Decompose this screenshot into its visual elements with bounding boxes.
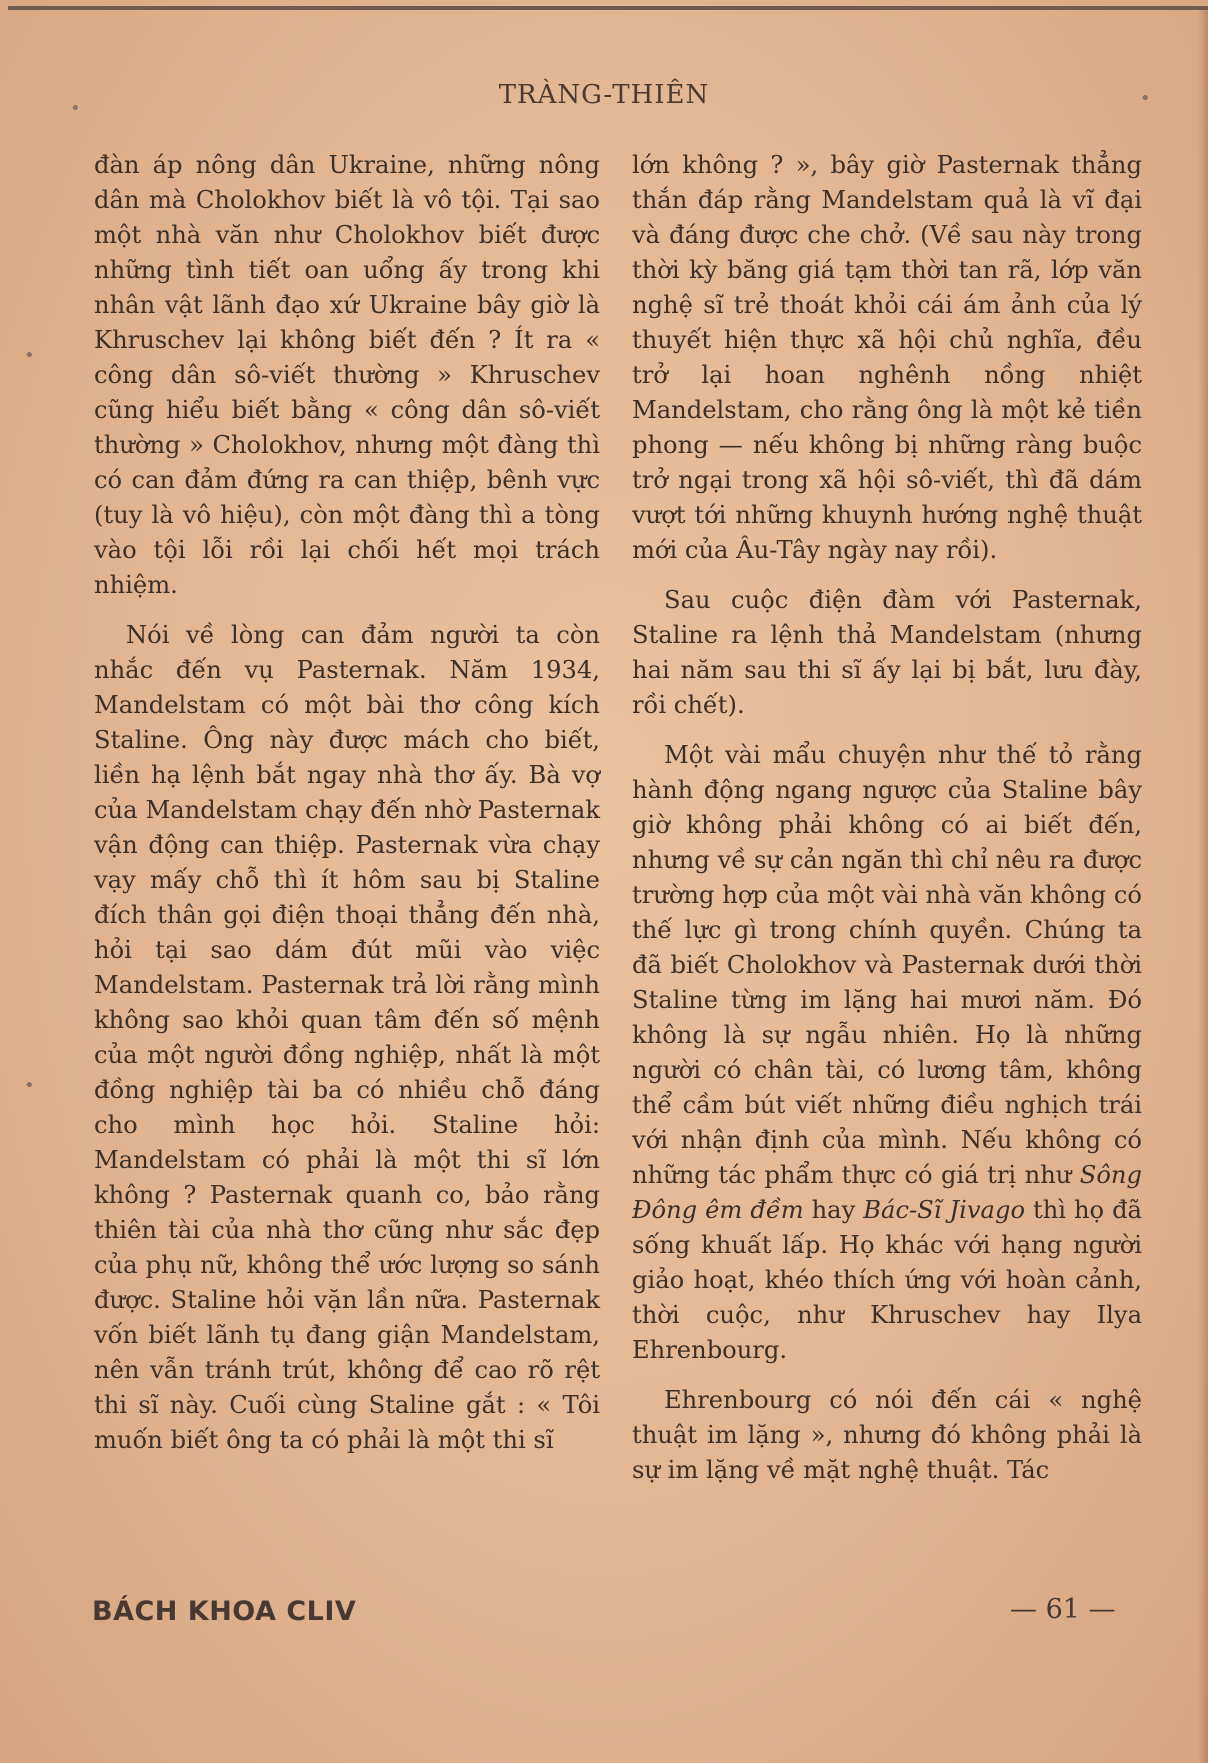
magazine-footer: BÁCH KHOA CLIV xyxy=(92,1596,357,1627)
left-paragraph-2: Nói về lòng can đảm người ta còn nhắc đến vụ Pasternak. Năm 1934, Mandelstam có một bài thơ công kích Staline. Ông này được mách cho biết, liền hạ lệnh bắt ngay nhà thơ ấy. Bà vợ của Mandelstam chạy đến nhờ Pasternak vận động can thiệp. Pasternak vừa chạy vạy mấy chỗ thì ít hôm sau bị Staline đích thân gọi điện thoại thẳng đến nhà, hỏi tại sao dám đút mũi vào việc Mandelstam. Pasternak trả lời rằng mình không sao khỏi quan tâm đến số mệnh của một người đồng nghiệp, nhất là một đồng nghiệp tài ba có nhiều chỗ đáng cho mình học hỏi. Staline hỏi: Mandelstam có phải là một thi sĩ lớn không ? Pasternak quanh co, bảo rằng thiên tài của nhà thơ cũng như sắc đẹp của phụ nữ, không thể ước lượng so sánh được. Staline hỏi vặn lần nữa. Pasternak vốn biết lãnh tụ đang giận Mandelstam, nên vẫn tránh trút, không để cao rõ rệt thi sĩ này. Cuối cùng Staline gắt : « Tôi muốn biết ông ta có phải là một thi sĩ xyxy=(94,621,600,1454)
right-paragraph-3-text-b: hay xyxy=(803,1196,864,1224)
right-paragraph-1: lớn không ? », bây giờ Pasternak thẳng thắn đáp rằng Mandelstam quả là vĩ đại và đáng được che chở. (Về sau này trong thời kỳ băng giá tạm thời tan rã, lớp văn nghệ sĩ trẻ thoát khỏi cái ám ảnh của lý thuyết hiện thực xã hội chủ nghĩa, đều trở lại hoan nghênh nồng nhiệt Mandelstam, cho rằng ông là một kẻ tiền phong — nếu không bị những ràng buộc trở ngại trong xã hội sô-viết, thì đã dám vượt tới những khuynh hướng nghệ thuật mới của Âu-Tây ngày nay rồi). xyxy=(632,151,1142,564)
right-column xyxy=(632,148,1142,1503)
right-paragraph-4: Ehrenbourg có nói đến cái « nghệ thuật im lặng », nhưng đó không phải là sự im lặng về mặt nghệ thuật. Tác xyxy=(632,1386,1142,1484)
top-rule xyxy=(8,6,1208,10)
print-speck: • xyxy=(70,98,81,119)
right-paragraph-2: Sau cuộc điện đàm với Pasternak, Staline ra lệnh thả Mandelstam (nhưng hai năm sau thi sĩ ấy lại bị bắt, lưu đày, rồi chết). xyxy=(632,586,1142,719)
book-title-song-dong: Sông Đông êm đềm xyxy=(632,1161,1142,1224)
right-paragraph-3-text-c: thì họ đã sống khuất lấp. Họ khác với hạng người giảo hoạt, khéo thích ứng với hoàn cảnh, thời cuộc, như Khruschev hay Ilya Ehrenbourg. xyxy=(632,1196,1142,1364)
left-paragraph-1: đàn áp nông dân Ukraine, những nông dân mà Cholokhov biết là vô tội. Tại sao một nhà văn như Cholokhov biết được những tình tiết oan uổng ấy trong khi nhân vật lãnh đạo xứ Ukraine bây giờ là Khruschev lại không biết đến ? Ít ra « công dân sô-viết thường » Khruschev cũng hiểu biết bằng « công dân sô-viết thường » Cholokhov, nhưng một đàng thì có can đảm đứng ra can thiệp, bênh vực (tuy là vô hiệu), còn một đàng thì a tòng vào tội lỗi rồi lại chối hết mọi trách nhiệm. xyxy=(94,151,600,599)
right-paragraph-3 xyxy=(632,738,1142,1368)
running-title: TRÀNG-THIÊN xyxy=(498,80,710,110)
page-edge-shadow xyxy=(1198,10,1208,1763)
print-speck: • xyxy=(1140,88,1151,109)
left-column xyxy=(94,148,600,1473)
print-speck: • xyxy=(24,345,35,366)
page-number: — 61 — xyxy=(1010,1594,1116,1625)
print-speck: • xyxy=(24,1075,35,1096)
book-title-jivago: Bác-Sĩ Jivago xyxy=(863,1196,1025,1224)
right-paragraph-3-text-a: Một vài mẩu chuyện như thế tỏ rằng hành động ngang ngược của Staline bây giờ không phải không có ai biết đến, nhưng về sự cản ngăn thì chỉ nêu ra được trường hợp của một vài nhà văn không có thế lực gì trong chính quyền. Chúng ta đã biết Cholokhov và Pasternak dưới thời Staline từng im lặng hai mươi năm. Đó không là sự ngẫu nhiên. Họ là những người có chân tài, có lương tâm, không thể cầm bút viết những điều nghịch trái với nhận định của mình. Nếu không có những tác phẩm thực có giá trị như xyxy=(632,741,1142,1189)
